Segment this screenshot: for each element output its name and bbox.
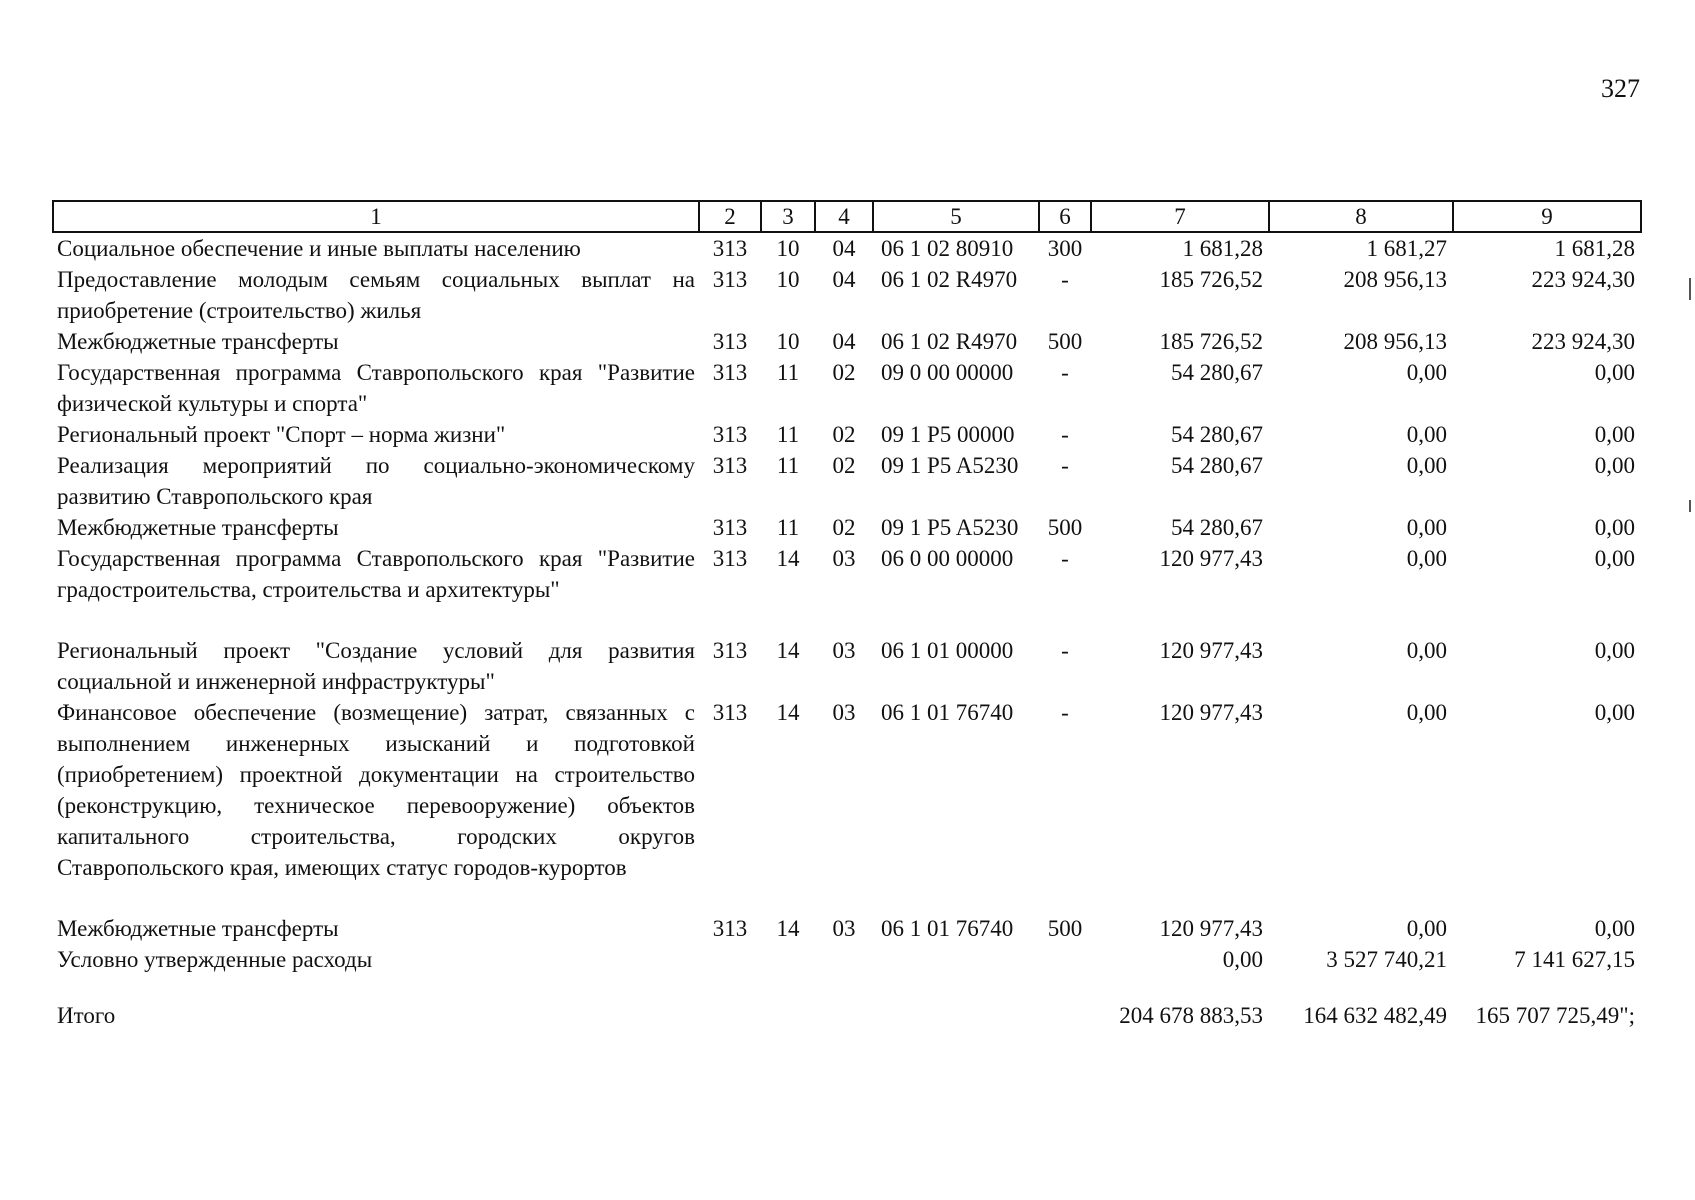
cell-section: 14 xyxy=(776,546,800,571)
cell-subsection: 04 xyxy=(832,267,856,292)
cell-expense-type: - xyxy=(1061,453,1069,478)
cell-amount-col7: 54 280,67 xyxy=(1171,422,1263,447)
cell-amount-col7: 120 977,43 xyxy=(1159,700,1263,725)
cell-ministry: 313 xyxy=(712,453,748,478)
cell-amount-col8: 0,00 xyxy=(1406,422,1447,447)
table-row xyxy=(53,543,1641,635)
column-header: 3 xyxy=(761,201,815,232)
column-header: 4 xyxy=(815,201,873,232)
cell-amount-col7: 185 726,52 xyxy=(1159,329,1263,354)
cell-amount-col8: 0,00 xyxy=(1406,700,1447,725)
table-row xyxy=(53,913,1641,944)
cell-amount-col8: 3 527 740,21 xyxy=(1326,947,1447,972)
cell-ministry: 313 xyxy=(712,546,748,571)
cell-amount-col7: 54 280,67 xyxy=(1171,360,1263,385)
cell-section: 11 xyxy=(776,422,800,447)
cell-amount-col9: 0,00 xyxy=(1594,515,1635,540)
cell-ministry: 313 xyxy=(712,422,748,447)
table-row xyxy=(53,232,1641,264)
total-row xyxy=(53,975,1641,1031)
table-header-row xyxy=(53,201,1641,232)
cell-amount-col8: 0,00 xyxy=(1406,546,1447,571)
cell-subsection xyxy=(815,944,873,975)
cell-ministry: 313 xyxy=(712,916,748,941)
cell-amount-col7: 185 726,52 xyxy=(1159,267,1263,292)
scan-margin-mark xyxy=(1689,278,1691,300)
cell-expense-type: - xyxy=(1061,546,1069,571)
row-name: Условно утвержденные расходы xyxy=(57,947,373,972)
table-row xyxy=(53,419,1641,450)
cell-ministry: 313 xyxy=(712,700,748,725)
cell-section: 10 xyxy=(776,236,800,261)
cell-amount-col9: 1 681,28 xyxy=(1554,236,1635,261)
cell-subsection: 02 xyxy=(832,360,856,385)
table-row xyxy=(53,512,1641,543)
table-row xyxy=(53,697,1641,913)
budget-table xyxy=(52,200,1642,1031)
table-row xyxy=(53,450,1641,512)
cell-expense-type: - xyxy=(1061,360,1069,385)
cell-subsection: 02 xyxy=(832,515,856,540)
row-name: Межбюджетные трансферты xyxy=(57,515,339,540)
row-name: Государственная программа Ставропольского края "Развитие градостроительства, строительства и архитектуры" xyxy=(57,546,695,602)
cell-ministry: 313 xyxy=(712,236,748,261)
cell-target-article: 06 1 02 80910 xyxy=(881,236,1014,261)
cell-expense-type: - xyxy=(1061,638,1069,663)
row-name: Социальное обеспечение и иные выплаты населению xyxy=(57,236,581,261)
cell-expense-type xyxy=(1039,944,1091,975)
cell-section xyxy=(761,944,815,975)
cell-section: 14 xyxy=(776,916,800,941)
cell-ministry: 313 xyxy=(712,638,748,663)
cell-amount-col7: 1 681,28 xyxy=(1182,236,1263,261)
cell-target-article: 06 0 00 00000 xyxy=(881,546,1014,571)
cell-target-article: 09 1 P5 A5230 xyxy=(881,453,1019,478)
cell-target-article: 06 1 02 R4970 xyxy=(881,329,1018,354)
cell-amount-col9: 0,00 xyxy=(1594,700,1635,725)
cell-target-article: 06 1 01 76740 xyxy=(881,700,1014,725)
cell-subsection: 02 xyxy=(832,422,856,447)
total-label: Итого xyxy=(57,1003,116,1028)
cell-amount-col8: 0,00 xyxy=(1406,360,1447,385)
row-name: Предоставление молодым семьям социальных выплат на приобретение (строительство) жилья xyxy=(57,267,695,323)
column-header: 9 xyxy=(1453,201,1641,232)
cell-section: 14 xyxy=(776,638,800,663)
cell-expense-type: 500 xyxy=(1047,515,1083,540)
cell-amount-col7: 54 280,67 xyxy=(1171,453,1263,478)
total-col9: 165 707 725,49"; xyxy=(1475,1003,1635,1028)
cell-subsection: 04 xyxy=(832,236,856,261)
cell-amount-col7: 54 280,67 xyxy=(1171,515,1263,540)
cell-amount-col9: 0,00 xyxy=(1594,546,1635,571)
row-name: Государственная программа Ставропольского края "Развитие физической культуры и спорта" xyxy=(57,360,695,416)
cell-amount-col8: 208 956,13 xyxy=(1343,329,1447,354)
total-col7: 204 678 883,53 xyxy=(1119,1003,1263,1028)
cell-target-article: 09 0 00 00000 xyxy=(881,360,1014,385)
cell-expense-type: - xyxy=(1061,267,1069,292)
cell-amount-col9: 7 141 627,15 xyxy=(1514,947,1635,972)
cell-target-article xyxy=(873,944,1039,975)
cell-amount-col8: 0,00 xyxy=(1406,453,1447,478)
column-header: 5 xyxy=(873,201,1039,232)
cell-target-article: 06 1 01 76740 xyxy=(881,916,1014,941)
scan-margin-mark xyxy=(1689,500,1691,512)
column-header: 7 xyxy=(1091,201,1269,232)
cell-section: 14 xyxy=(776,700,800,725)
cell-subsection: 03 xyxy=(832,700,856,725)
cell-amount-col9: 0,00 xyxy=(1594,638,1635,663)
cell-amount-col9: 0,00 xyxy=(1594,360,1635,385)
cell-amount-col8: 1 681,27 xyxy=(1366,236,1447,261)
row-name: Межбюджетные трансферты xyxy=(57,916,339,941)
cell-amount-col7: 120 977,43 xyxy=(1159,916,1263,941)
cell-amount-col7: 120 977,43 xyxy=(1159,638,1263,663)
cell-ministry: 313 xyxy=(712,267,748,292)
cell-target-article: 09 1 P5 00000 xyxy=(881,422,1015,447)
cell-amount-col8: 208 956,13 xyxy=(1343,267,1447,292)
column-header: 2 xyxy=(699,201,761,232)
cell-section: 11 xyxy=(776,453,800,478)
cell-amount-col8: 0,00 xyxy=(1406,515,1447,540)
page-number: 327 xyxy=(1601,74,1640,103)
row-name: Межбюджетные трансферты xyxy=(57,329,339,354)
cell-target-article: 06 1 02 R4970 xyxy=(881,267,1018,292)
table-row xyxy=(53,326,1641,357)
cell-amount-col9: 223 924,30 xyxy=(1531,267,1635,292)
cell-expense-type: - xyxy=(1061,422,1069,447)
cell-subsection: 03 xyxy=(832,638,856,663)
row-name: Региональный проект "Создание условий для развития социальной и инженерной инфраструктуры" xyxy=(57,638,695,694)
total-col8: 164 632 482,49 xyxy=(1303,1003,1447,1028)
cell-amount-col9: 0,00 xyxy=(1594,916,1635,941)
column-header: 8 xyxy=(1269,201,1453,232)
cell-amount-col9: 0,00 xyxy=(1594,453,1635,478)
cell-subsection: 02 xyxy=(832,453,856,478)
column-header: 6 xyxy=(1039,201,1091,232)
row-name: Реализация мероприятий по социально-экономическому развитию Ставропольского края xyxy=(57,453,695,509)
cell-ministry: 313 xyxy=(712,360,748,385)
cell-amount-col8: 0,00 xyxy=(1406,638,1447,663)
cell-ministry: 313 xyxy=(712,329,748,354)
cell-amount-col9: 0,00 xyxy=(1594,422,1635,447)
row-name: Региональный проект "Спорт – норма жизни" xyxy=(57,422,506,447)
cell-ministry xyxy=(699,944,761,975)
cell-section: 11 xyxy=(776,515,800,540)
cell-subsection: 03 xyxy=(832,546,856,571)
cell-amount-col7: 0,00 xyxy=(1222,947,1263,972)
cell-expense-type: - xyxy=(1061,700,1069,725)
cell-target-article: 06 1 01 00000 xyxy=(881,638,1014,663)
cell-subsection: 03 xyxy=(832,916,856,941)
cell-expense-type: 500 xyxy=(1047,916,1083,941)
cell-expense-type: 500 xyxy=(1047,329,1083,354)
cell-amount-col7: 120 977,43 xyxy=(1159,546,1263,571)
cell-section: 11 xyxy=(776,360,800,385)
cell-section: 10 xyxy=(776,267,800,292)
cell-expense-type: 300 xyxy=(1047,236,1083,261)
table-row xyxy=(53,635,1641,697)
cell-amount-col9: 223 924,30 xyxy=(1531,329,1635,354)
column-header: 1 xyxy=(53,201,699,232)
table-row xyxy=(53,944,1641,975)
row-name: Финансовое обеспечение (возмещение) затрат, связанных с выполнением инженерных изысканий и подготовкой (приобретением) проектной документации на строительство (реконструкцию, техническое перевооружение) объектов капитального строительства, городских округов Ставропольского края, имеющих статус городов-курортов xyxy=(57,700,695,880)
table-row xyxy=(53,357,1641,419)
cell-amount-col8: 0,00 xyxy=(1406,916,1447,941)
cell-section: 10 xyxy=(776,329,800,354)
table-row xyxy=(53,264,1641,326)
cell-target-article: 09 1 P5 A5230 xyxy=(881,515,1019,540)
cell-ministry: 313 xyxy=(712,515,748,540)
cell-subsection: 04 xyxy=(832,329,856,354)
